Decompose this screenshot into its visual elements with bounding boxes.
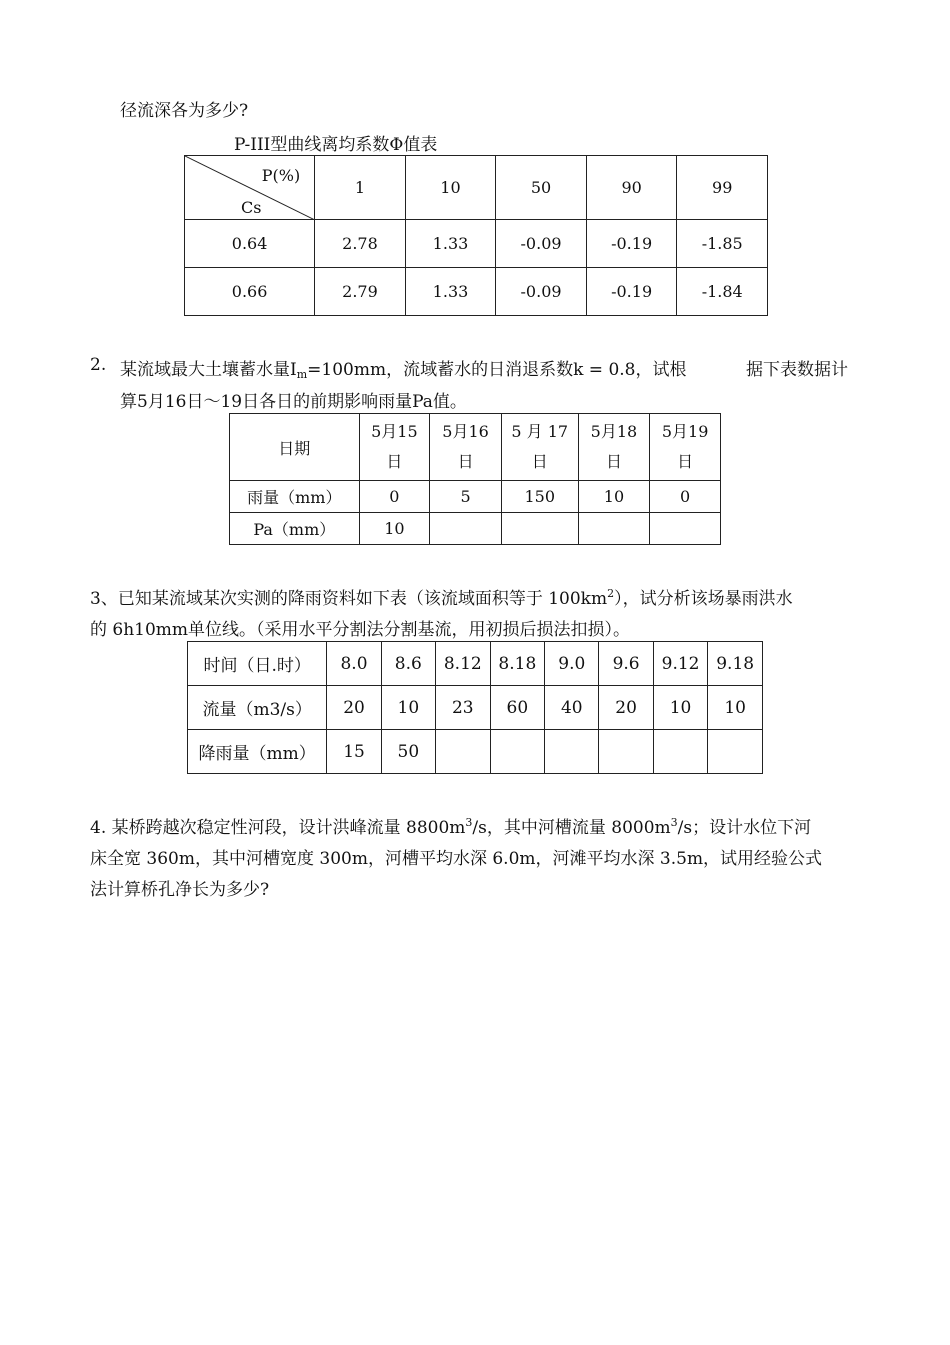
diagonal-header-cell — [185, 156, 315, 220]
date-top: 5月18 — [590, 422, 638, 441]
q4-line1 — [90, 813, 811, 838]
q2-line2: 算5月16日～19日各日的前期影响雨量Pa值。 — [120, 392, 467, 412]
rain-cell: 150 — [501, 481, 578, 513]
pa-label: Pa（mm） — [230, 513, 360, 545]
rainfall-cell — [708, 730, 763, 774]
phi-table — [184, 155, 768, 316]
rain-cell: 0 — [359, 481, 430, 513]
q2-number: 2. — [90, 355, 107, 375]
value-cell: -1.84 — [677, 268, 768, 316]
flow-cell: 20 — [327, 686, 381, 730]
table-row — [230, 481, 721, 513]
pa-cell — [578, 513, 650, 545]
date-bottom: 日 — [677, 452, 694, 471]
pa-cell — [501, 513, 578, 545]
flow-rain-table — [187, 641, 763, 774]
q4-line2: 床全宽 360m，其中河槽宽度 300m，河槽平均水深 6.0m，河滩平均水深 3.5m，试用经验公式 — [90, 849, 823, 869]
q2-sub-m: m — [296, 368, 308, 381]
cs-cell: 0.66 — [185, 268, 315, 316]
col-header: 10 — [405, 156, 496, 220]
q4-sup-3a: 3 — [465, 816, 473, 829]
q3-line1 — [90, 584, 793, 609]
rainfall-cell: 15 — [327, 730, 381, 774]
flow-cell: 23 — [435, 686, 490, 730]
q4-text-c: /s；设计水位下河 — [677, 818, 812, 838]
header-cs: Cs — [241, 198, 262, 217]
value-cell: -1.85 — [677, 220, 768, 268]
intro-line: 径流深各为多少? — [120, 101, 249, 121]
time-cell: 9.18 — [708, 642, 763, 686]
rainfall-label: 降雨量（mm） — [188, 730, 327, 774]
date-cell — [501, 414, 578, 481]
time-cell: 8.0 — [327, 642, 381, 686]
date-cell — [359, 414, 430, 481]
header-p-percent: P(%) — [261, 166, 301, 185]
flow-cell: 10 — [708, 686, 763, 730]
q2-text-b: =100mm，流域蓄水的日消退系数k = 0.8，试根 — [307, 360, 687, 380]
q4-sup-3b: 3 — [670, 816, 678, 829]
q4-text-b: /s，其中河槽流量 8000m — [472, 818, 671, 838]
flow-cell: 40 — [545, 686, 599, 730]
value-cell: 2.79 — [315, 268, 406, 316]
flow-cell: 60 — [490, 686, 545, 730]
q3-text-b: ），试分析该场暴雨洪水 — [614, 589, 793, 609]
value-cell: -0.09 — [496, 220, 587, 268]
value-cell: -0.19 — [586, 268, 677, 316]
date-cell — [650, 414, 721, 481]
time-cell: 8.18 — [490, 642, 545, 686]
pa-cell — [650, 513, 721, 545]
value-cell: -0.19 — [586, 220, 677, 268]
cs-cell: 0.64 — [185, 220, 315, 268]
time-label: 时间（日.时） — [188, 642, 327, 686]
time-cell: 9.0 — [545, 642, 599, 686]
rainfall-cell — [545, 730, 599, 774]
date-bottom: 日 — [605, 452, 622, 471]
flow-cell: 10 — [653, 686, 708, 730]
flow-cell: 10 — [381, 686, 435, 730]
table1-caption: P-III型曲线离均系数Φ值表 — [234, 135, 438, 155]
date-bottom: 日 — [386, 452, 403, 471]
date-header: 日期 — [230, 414, 360, 481]
rainfall-cell — [490, 730, 545, 774]
date-cell — [430, 414, 502, 481]
value-cell: -0.09 — [496, 268, 587, 316]
q3-sup-2: 2 — [607, 587, 615, 600]
col-header: 1 — [315, 156, 406, 220]
q3-line2: 的 6h10mm单位线。（采用水平分割法分割基流，用初损后损法扣损）。 — [90, 620, 631, 640]
rainfall-cell — [599, 730, 653, 774]
table-row — [185, 220, 768, 268]
date-top: 5 月 17 — [511, 422, 569, 441]
flow-label: 流量（m3/s） — [188, 686, 327, 730]
rainfall-cell: 50 — [381, 730, 435, 774]
q4-line3: 法计算桥孔净长为多少? — [90, 880, 270, 900]
rain-cell: 10 — [578, 481, 650, 513]
date-bottom: 日 — [457, 452, 474, 471]
time-cell: 9.12 — [653, 642, 708, 686]
table-row — [188, 686, 763, 730]
pa-cell — [430, 513, 502, 545]
time-cell: 8.12 — [435, 642, 490, 686]
col-header: 99 — [677, 156, 768, 220]
q2-text-a: 某流域最大土壤蓄水量I — [120, 360, 297, 380]
time-cell: 9.6 — [599, 642, 653, 686]
table-row — [188, 642, 763, 686]
table-row — [230, 513, 721, 545]
col-header: 50 — [496, 156, 587, 220]
rainfall-cell — [435, 730, 490, 774]
value-cell: 1.33 — [405, 220, 496, 268]
rain-cell: 0 — [650, 481, 721, 513]
date-top: 5月19 — [661, 422, 709, 441]
rainfall-pa-table — [229, 413, 721, 545]
col-header: 90 — [586, 156, 677, 220]
q2-line1 — [120, 355, 686, 381]
table-row — [188, 730, 763, 774]
date-cell — [578, 414, 650, 481]
q4-text-a: 4. 某桥跨越次稳定性河段，设计洪峰流量 8800m — [90, 818, 466, 838]
rain-cell: 5 — [430, 481, 502, 513]
q2-text-c: 据下表数据计 — [746, 360, 848, 380]
table-row — [185, 268, 768, 316]
value-cell: 1.33 — [405, 268, 496, 316]
rainfall-cell — [653, 730, 708, 774]
pa-cell: 10 — [359, 513, 430, 545]
value-cell: 2.78 — [315, 220, 406, 268]
rain-label: 雨量（mm） — [230, 481, 360, 513]
time-cell: 8.6 — [381, 642, 435, 686]
date-top: 5月16 — [442, 422, 489, 441]
date-top: 5月15 — [371, 422, 418, 441]
date-bottom: 日 — [531, 452, 548, 471]
q3-text-a: 3、已知某流域某次实测的降雨资料如下表（该流域面积等于 100km — [90, 589, 608, 609]
flow-cell: 20 — [599, 686, 653, 730]
